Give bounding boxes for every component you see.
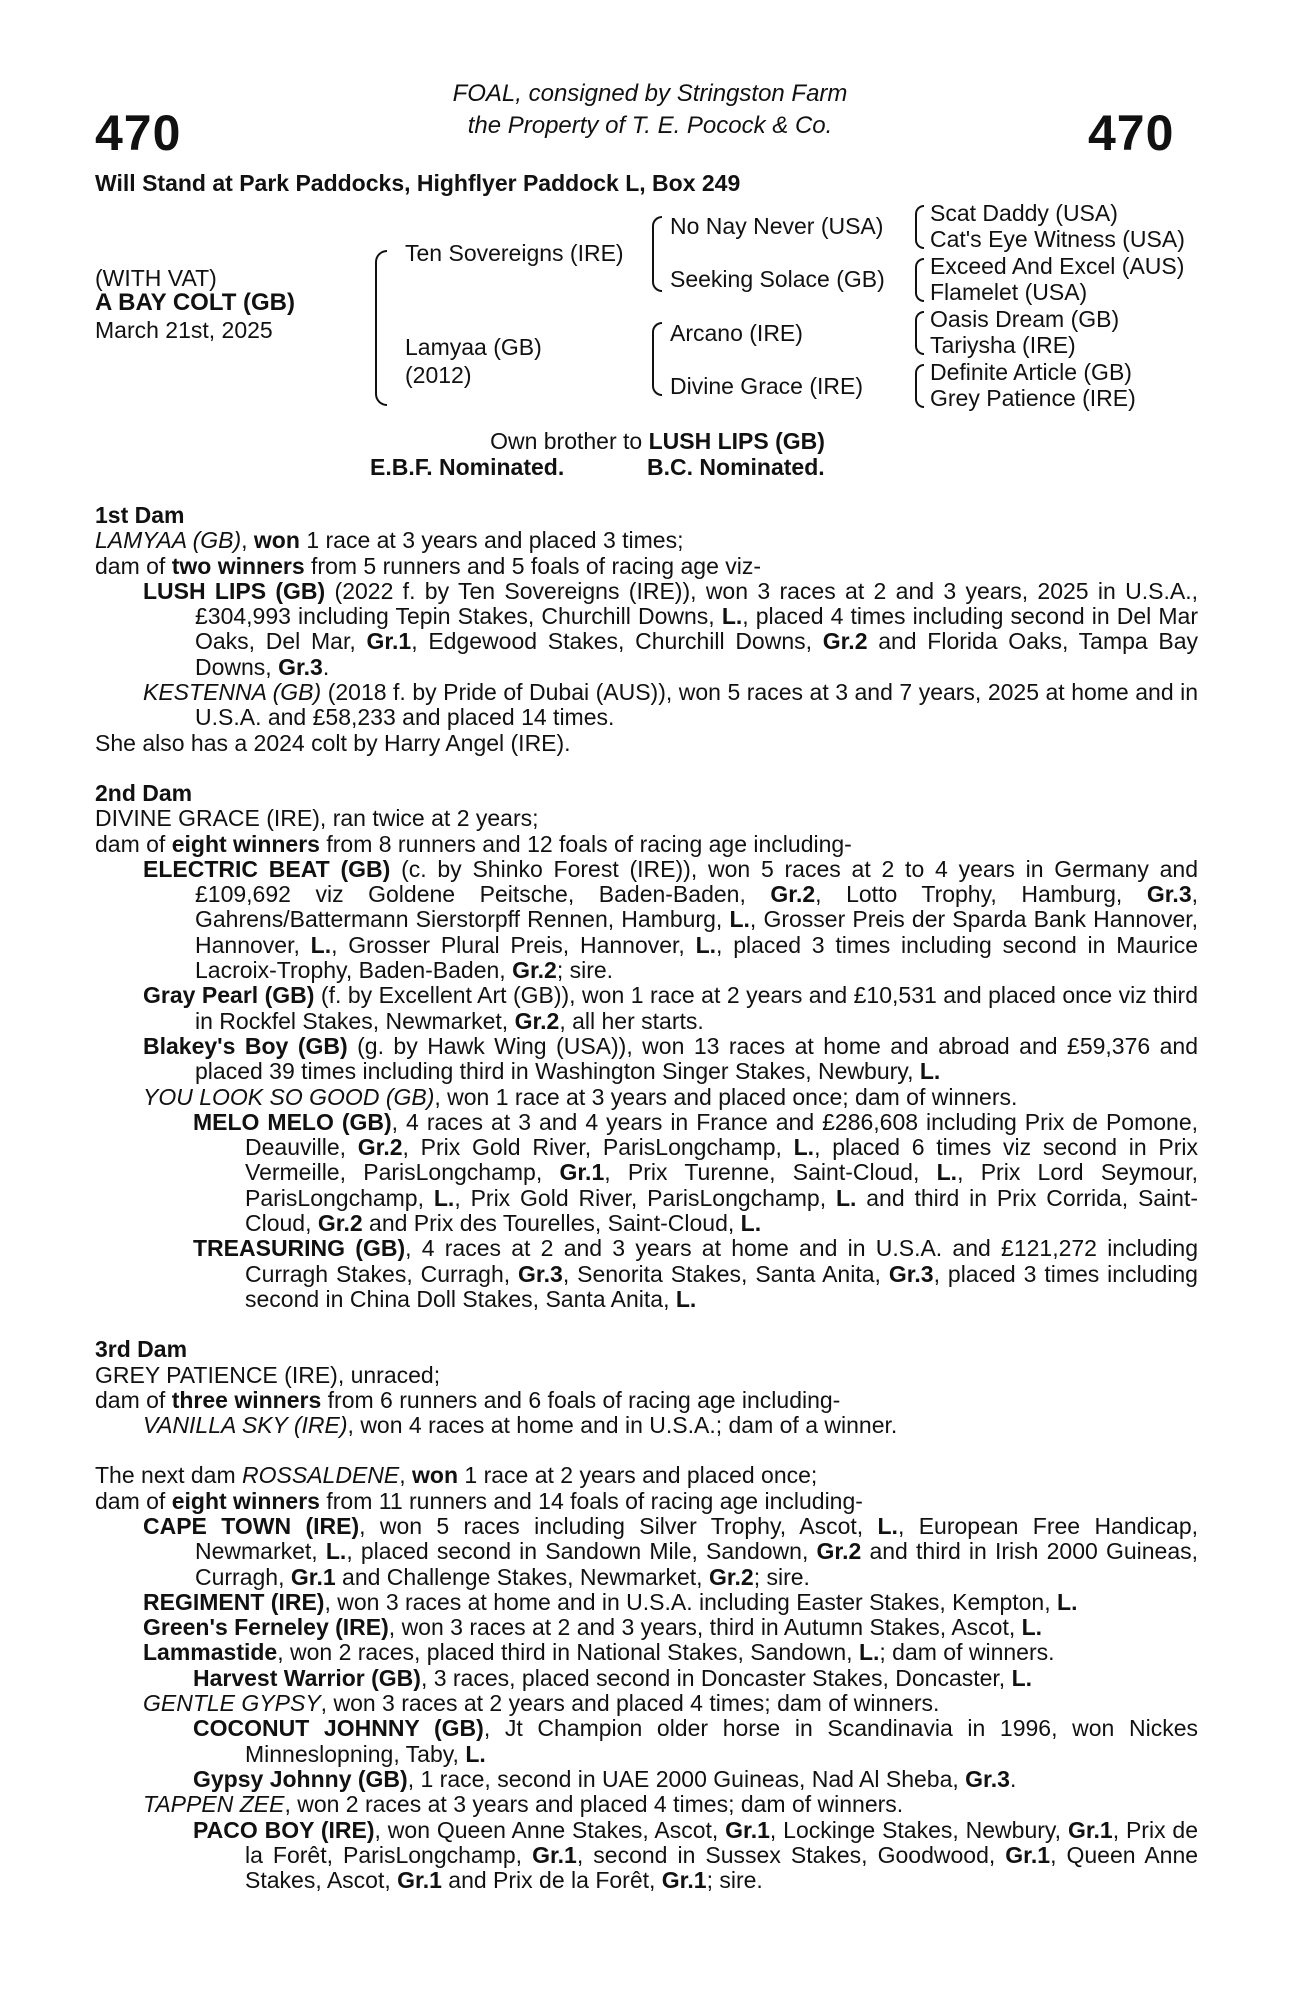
progeny-vanilla-sky: VANILLA SKY (IRE), won 4 races at home and in U.S.A.; dam of a winner. — [143, 1412, 898, 1439]
dam2-heading: 2nd Dam — [95, 779, 193, 806]
nominations — [370, 454, 825, 480]
progeny-tappen-zee: TAPPEN ZEE, won 2 races at 3 years and placed 4 times; dam of winners. — [143, 1791, 904, 1818]
bc-nominated: B.C. Nominated. — [647, 454, 825, 480]
lot-number-left: 470 — [95, 105, 182, 161]
brace-g3 — [915, 311, 924, 355]
brace-g2 — [915, 258, 924, 302]
foaling-date: March 21st, 2025 — [95, 317, 273, 343]
dam1-produce: dam of two winners from 5 runners and 5 foals of racing age viz- — [95, 552, 762, 579]
progeny-cape-town: CAPE TOWN (IRE), won 5 races including Silver Trophy, Ascot, L., European Free Handicap, Newmarket, L., placed second in Sandown Mile, Sandown, Gr.2 and third in Irish 2000 Guineas, Curragh, Gr.1 and Challenge Stakes, Newmarket, Gr.2; sire. — [143, 1512, 1199, 1590]
g-scat-daddy: Scat Daddy (USA) — [930, 200, 1118, 226]
progeny-gentle-gypsy: GENTLE GYPSY, won 3 races at 2 years and placed 4 times; dam of winners. — [143, 1690, 940, 1717]
progeny-gypsy-johnny: Gypsy Johnny (GB), 1 race, second in UAE 2000 Guineas, Nad Al Sheba, Gr.3. — [193, 1765, 1017, 1792]
progeny-blakeys-boy: Blakey's Boy (GB) (g. by Hawk Wing (USA)), won 13 races at home and abroad and £59,376 and placed 39 times including third in Washington Singer Stakes, Newbury, L. — [143, 1032, 1199, 1085]
dam3-heading: 3rd Dam — [95, 1336, 188, 1363]
g-tariysha: Tariysha (IRE) — [930, 332, 1076, 358]
dam2-line: DIVINE GRACE (IRE), ran twice at 2 years; — [95, 805, 539, 832]
own-brother-prefix: Own brother to — [490, 428, 643, 454]
dam4-line: The next dam ROSSALDENE, won 1 race at 2 years and placed once; — [95, 1462, 818, 1489]
brace-g4 — [915, 364, 924, 408]
dam4-produce: dam of eight winners from 11 runners and 14 foals of racing age including- — [95, 1487, 863, 1514]
lot-number-right: 470 — [1088, 105, 1175, 161]
progeny-regiment: REGIMENT (IRE), won 3 races at home and in U.S.A. including Easter Stakes, Kempton, L. — [143, 1588, 1078, 1615]
g-cats-eye-witness: Cat's Eye Witness (USA) — [930, 226, 1185, 252]
g-grey-patience: Grey Patience (IRE) — [930, 385, 1136, 411]
progeny-lammastide: Lammastide, won 2 races, placed third in National Stakes, Sandown, L.; dam of winners. — [143, 1639, 1055, 1666]
progeny-paco-boy: PACO BOY (IRE), won Queen Anne Stakes, Ascot, Gr.1, Lockinge Stakes, Newbury, Gr.1, Prix de la Forêt, ParisLongchamp, Gr.1, second in Sussex Stakes, Goodwood, Gr.1, Queen Anne Stakes, Ascot, Gr.1 and Prix de la Forêt, Gr.1; sire. — [193, 1816, 1199, 1894]
sire-sire: No Nay Never (USA) — [670, 213, 884, 239]
g-oasis-dream: Oasis Dream (GB) — [930, 306, 1120, 332]
progeny-you-look-so-good: YOU LOOK SO GOOD (GB), won 1 race at 3 years and placed once; dam of winners. — [143, 1083, 1018, 1110]
horse-name: A BAY COLT (GB) — [95, 289, 296, 316]
dam3-line: GREY PATIENCE (IRE), unraced; — [95, 1361, 441, 1388]
dam3-produce: dam of three winners from 6 runners and 6 foals of racing age including- — [95, 1386, 841, 1413]
progeny-coconut-johnny: COCONUT JOHNNY (GB), Jt Champion older horse in Scandinavia in 1996, won Nickes Minneslopning, Taby, L. — [193, 1715, 1198, 1767]
sire: Ten Sovereigns (IRE) — [405, 240, 624, 266]
g-flamelet: Flamelet (USA) — [930, 279, 1088, 305]
vat-label: (WITH VAT) — [95, 265, 217, 291]
dam-dam: Divine Grace (IRE) — [670, 373, 863, 399]
dam-sire: Arcano (IRE) — [670, 320, 803, 346]
progeny-gray-pearl: Gray Pearl (GB) (f. by Excellent Art (GB)), won 1 race at 2 years and £10,531 and placed once viz third in Rockfel Stakes, Newmarket, Gr.2, all her starts. — [143, 982, 1198, 1034]
progeny-harvest-warrior: Harvest Warrior (GB), 3 races, placed second in Doncaster Stakes, Doncaster, L. — [193, 1664, 1033, 1691]
consignment-line-2: the Property of T. E. Pocock & Co. — [467, 112, 833, 139]
consignment — [350, 78, 950, 142]
progeny-electric-beat: ELECTRIC BEAT (GB) (c. by Shinko Forest (IRE)), won 5 races at 2 to 4 years in Germany and £109,692 viz Goldene Peitsche, Baden-Baden, Gr.2, Lotto Trophy, Hamburg, Gr.3, Gahrens/Battermann Sierstorpff Rennen, Hamburg, L., Grosser Preis der Sparda Bank Hannover, Hannover, L., Grosser Plural Preis, Hannover, L., placed 3 times including second in Maurice Lacroix-Trophy, Baden-Baden, Gr.2; sire. — [143, 855, 1199, 984]
brace-dam-line — [652, 322, 662, 396]
g-exceed-and-excel: Exceed And Excel (AUS) — [930, 253, 1185, 279]
consignment-line-1: FOAL, consigned by Stringston Farm — [452, 80, 848, 107]
dam: Lamyaa (GB) — [405, 334, 542, 360]
dam-year: (2012) — [405, 362, 472, 388]
progeny-greens-ferneley: Green's Ferneley (IRE), won 3 races at 2 and 3 years, third in Autumn Stakes, Ascot, L. — [143, 1614, 1043, 1641]
dam1-also: She also has a 2024 colt by Harry Angel (IRE). — [95, 729, 571, 756]
sire-dam: Seeking Solace (GB) — [670, 266, 885, 292]
dam2-produce: dam of eight winners from 8 runners and 12 foals of racing age including- — [95, 830, 852, 857]
progeny-melo-melo: MELO MELO (GB), 4 races at 3 and 4 years in France and £286,608 including Prix de Pomone, Deauville, Gr.2, Prix Gold River, ParisLongchamp, L., placed 6 times viz second in Prix Vermeille, ParisLongchamp, Gr.1, Prix Turenne, Saint-Cloud, L., Prix Lord Seymour, ParisLongchamp, L., Prix Gold River, ParisLongchamp, L. and third in Prix Corrida, Saint-Cloud, Gr.2 and Prix des Tourelles, Saint-Cloud, L. — [193, 1108, 1199, 1237]
brace-g1 — [915, 205, 924, 249]
own-brother-line — [95, 428, 1220, 454]
dam1-heading: 1st Dam — [95, 502, 185, 528]
dam1-line: LAMYAA (GB), won 1 race at 3 years and placed 3 times; — [95, 527, 684, 554]
location-line: Will Stand at Park Paddocks, Highflyer Paddock L, Box 249 — [95, 170, 741, 196]
dam-record — [95, 503, 1198, 1893]
progeny-treasuring: TREASURING (GB), 4 races at 2 and 3 years at home and in U.S.A. and £121,272 including Curragh Stakes, Curragh, Gr.3, Senorita Stakes, Santa Anita, Gr.3, placed 3 times including second in China Doll Stakes, Santa Anita, L. — [193, 1235, 1198, 1312]
progeny-kestenna: KESTENNA (GB) (2018 f. by Pride of Dubai (AUS)), won 5 races at 3 and 7 years, 2025 at home and in U.S.A. and £58,233 and placed 14 times. — [143, 679, 1199, 731]
brace-sire-dam — [375, 250, 387, 406]
progeny-lush-lips: LUSH LIPS (GB) (2022 f. by Ten Sovereigns (IRE)), won 3 races at 2 and 3 years, 2025 in U.S.A., £304,993 including Tepin Stakes, Churchill Downs, L., placed 4 times including second in Del Mar Oaks, Del Mar, Gr.1, Edgewood Stakes, Churchill Downs, Gr.2 and Florida Oaks, Tampa Bay Downs, Gr.3. — [143, 577, 1199, 680]
brace-sire-line — [652, 216, 662, 292]
ebf-nominated: E.B.F. Nominated. — [370, 454, 565, 480]
own-brother-name: LUSH LIPS (GB) — [648, 428, 825, 454]
g-definite-article: Definite Article (GB) — [930, 359, 1132, 385]
